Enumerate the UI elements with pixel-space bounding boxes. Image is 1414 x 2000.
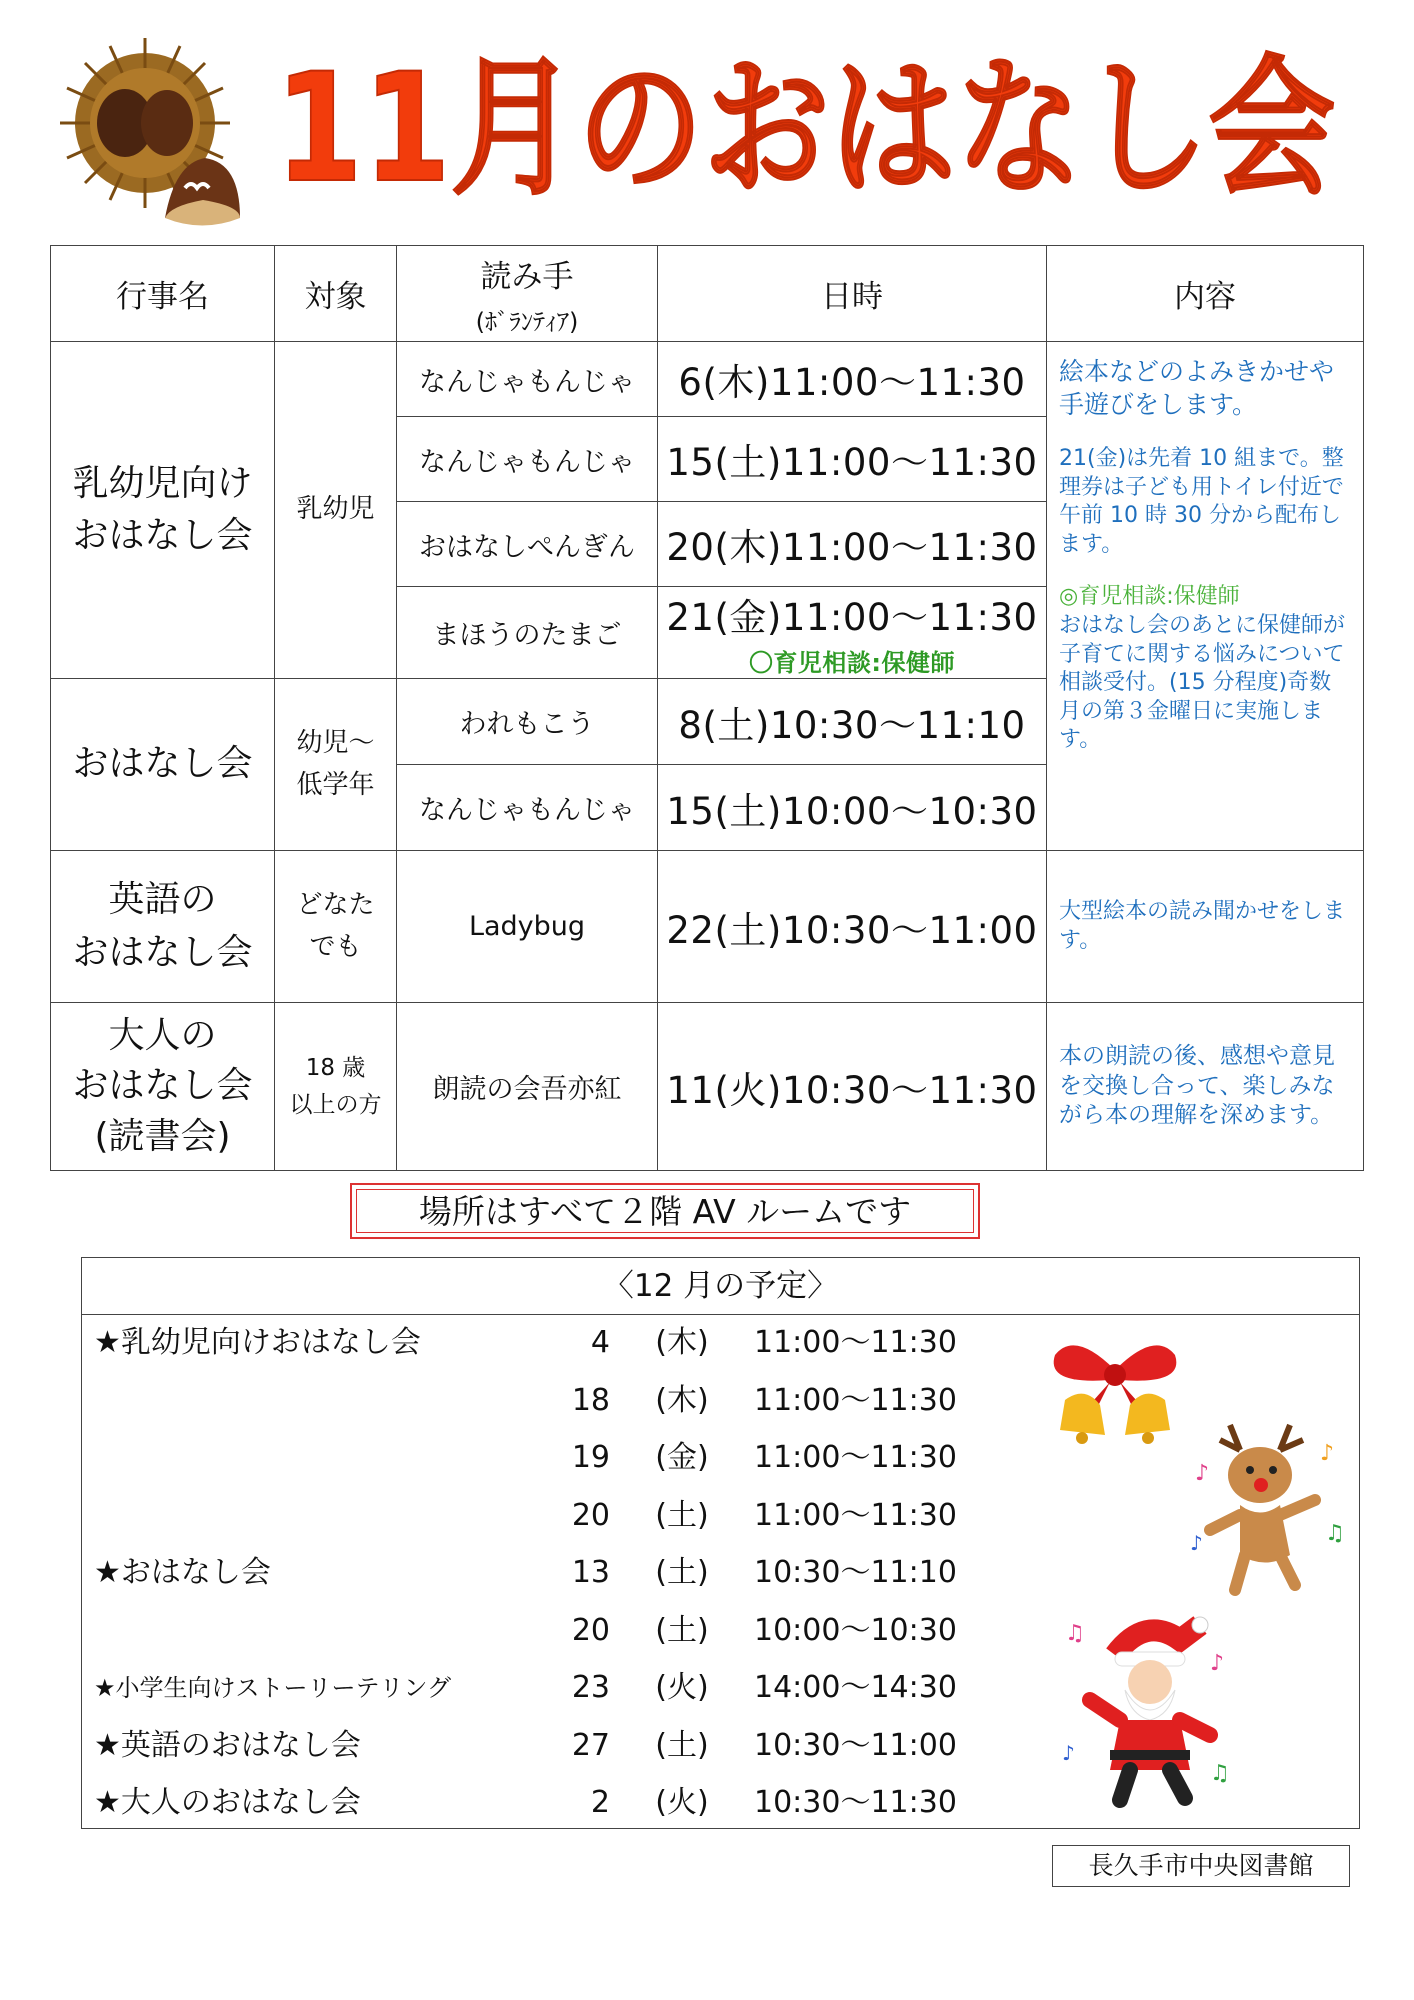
event-name: [51, 342, 275, 679]
header-target: 対象: [275, 246, 397, 342]
reader-name: われもこう: [397, 679, 658, 765]
target-audience: [275, 851, 397, 1003]
event-name: [51, 1003, 275, 1171]
schedule-time: 10:30〜11:10: [754, 1555, 957, 1590]
reader-name: なんじゃもんじゃ: [397, 765, 658, 851]
event-content: [1047, 342, 1364, 851]
bow-bells-icon: [1040, 1330, 1190, 1460]
content-green: ◎育児相談:保健師: [1059, 584, 1240, 610]
table-row: [51, 851, 1364, 1003]
header-reader-label: 読み手: [480, 258, 574, 295]
schedule-day: 20: [571, 1612, 610, 1648]
schedule-time: 11:00〜11:30: [754, 1497, 957, 1533]
target-line: 18 歳: [305, 1054, 366, 1081]
event-name-line: おはなし会: [72, 515, 253, 556]
target-audience: 乳幼児: [275, 342, 397, 679]
event-name-line: おはなし会: [72, 1065, 253, 1107]
page-title: [265, 35, 1345, 216]
schedule-event-name: ★小学生向けストーリーテリング: [94, 1674, 452, 1702]
svg-text:♫: ♫: [1065, 1621, 1085, 1646]
target-line: どなた: [296, 889, 375, 920]
schedule-time: 11:00〜11:30: [754, 1382, 957, 1418]
header-reader: [397, 246, 658, 342]
event-name-line: 英語の: [108, 879, 217, 921]
schedule-weekday: (火): [655, 1670, 709, 1705]
santa-icon: [1060, 1610, 1240, 1810]
header-event: 行事名: [51, 246, 275, 342]
schedule-day: 4: [590, 1325, 610, 1360]
event-datetime: 11(火)10:30〜11:30: [658, 1003, 1047, 1171]
reindeer-icon: [1185, 1420, 1350, 1600]
schedule-time: 14:00〜14:30: [754, 1670, 957, 1705]
target-audience: [275, 679, 397, 851]
reader-name: なんじゃもんじゃ: [397, 342, 658, 417]
svg-text:♪: ♪: [1195, 1461, 1210, 1486]
december-heading: 〈12 月の予定〉: [82, 1258, 1359, 1315]
event-table: [50, 245, 1364, 1171]
event-content: 大型絵本の読み聞かせをします。: [1047, 851, 1364, 1003]
svg-text:♪: ♪: [1190, 1531, 1203, 1555]
event-datetime: 20(木)11:00〜11:30: [658, 502, 1047, 587]
schedule-weekday: (金): [655, 1440, 709, 1475]
header-datetime: 日時: [658, 246, 1047, 342]
event-content: 本の朗読の後、感想や意見を交換し合って、楽しみながら本の理解を深めます。: [1047, 1003, 1364, 1171]
schedule-weekday: (土): [655, 1555, 709, 1590]
schedule-weekday: (土): [655, 1497, 709, 1533]
event-datetime: 6(木)11:00〜11:30: [658, 342, 1047, 417]
schedule-time: 11:00〜11:30: [754, 1325, 957, 1360]
schedule-time: 10:30〜11:00: [754, 1727, 957, 1763]
schedule-day: 19: [571, 1440, 610, 1475]
event-name-line: (読書会): [94, 1115, 231, 1157]
location-banner: [350, 1183, 980, 1239]
event-datetime-text: 21(金)11:00〜11:30: [666, 596, 1038, 639]
schedule-day: 27: [571, 1727, 610, 1763]
event-datetime: 15(土)11:00〜11:30: [658, 417, 1047, 502]
schedule-time: 10:30〜11:30: [754, 1785, 957, 1820]
schedule-day: 23: [571, 1670, 610, 1705]
schedule-weekday: (土): [655, 1612, 709, 1648]
reader-name: まほうのたまご: [397, 587, 658, 679]
schedule-weekday: (火): [655, 1785, 709, 1820]
schedule-day: 20: [571, 1497, 610, 1533]
event-name: [51, 851, 275, 1003]
header-content: 内容: [1047, 246, 1364, 342]
table-row: [51, 342, 1364, 417]
target-line: でも: [309, 931, 362, 962]
schedule-event-name: ★乳幼児向けおはなし会: [94, 1325, 421, 1360]
event-name-line: 大人の: [108, 1014, 217, 1056]
consultation-note: 〇育児相談:保健師: [748, 649, 956, 677]
schedule-time: 10:00〜10:30: [754, 1612, 957, 1648]
schedule-weekday: (木): [655, 1325, 709, 1360]
schedule-weekday: (土): [655, 1727, 709, 1763]
reader-name: なんじゃもんじゃ: [397, 417, 658, 502]
target-audience: [275, 1003, 397, 1171]
event-datetime: 15(土)10:00〜10:30: [658, 765, 1047, 851]
table-row: [51, 1003, 1364, 1171]
event-name: おはなし会: [51, 679, 275, 851]
content-detail: おはなし会のあとに保健師が子育てに関する悩みについて相談受付。(15 分程度)奇数月の第３金曜日に実施します。: [1059, 612, 1346, 753]
event-datetime: [658, 587, 1047, 679]
schedule-day: 18: [571, 1382, 610, 1418]
event-name-line: 乳幼児向け: [72, 462, 253, 504]
content-main: 絵本などのよみきかせや手遊びをします。: [1059, 357, 1335, 419]
target-line: 低学年: [296, 769, 375, 800]
svg-text:11月のおはなし会: 11月のおはなし会: [275, 42, 1335, 216]
schedule-event-name: ★大人のおはなし会: [94, 1785, 361, 1820]
schedule-event-name: ★おはなし会: [94, 1555, 271, 1590]
reader-name: 朗読の会吾亦紅: [397, 1003, 658, 1171]
schedule-day: 13: [571, 1555, 610, 1590]
header-reader-sub: (ﾎﾞﾗﾝﾃｨｱ): [475, 307, 579, 336]
chestnut-icon: [55, 28, 245, 238]
target-line: 以上の方: [289, 1091, 382, 1118]
event-name-line: おはなし会: [72, 931, 253, 973]
event-datetime: 22(土)10:30〜11:00: [658, 851, 1047, 1003]
content-note: 21(金)は先着 10 組まで。整理券は子ども用トイレ付近で午前 10 時 30 分から配布します。: [1059, 446, 1344, 557]
svg-text:♪: ♪: [1210, 1651, 1225, 1676]
svg-text:♪: ♪: [1320, 1441, 1335, 1466]
schedule-day: 2: [590, 1785, 610, 1820]
target-line: 幼児〜: [296, 727, 375, 758]
schedule-time: 11:00〜11:30: [754, 1440, 957, 1475]
schedule-weekday: (木): [655, 1382, 709, 1418]
schedule-event-name: ★英語のおはなし会: [94, 1727, 361, 1763]
location-text: 場所はすべて２階 AV ルームです: [356, 1189, 974, 1233]
event-datetime: 8(土)10:30〜11:10: [658, 679, 1047, 765]
reader-name: Ladybug: [397, 851, 658, 1003]
table-header-row: [51, 246, 1364, 342]
svg-text:♫: ♫: [1325, 1521, 1345, 1546]
svg-text:♫: ♫: [1210, 1761, 1230, 1786]
library-name: 長久手市中央図書館: [1052, 1845, 1350, 1887]
svg-text:♪: ♪: [1062, 1741, 1075, 1765]
reader-name: おはなしぺんぎん: [397, 502, 658, 587]
